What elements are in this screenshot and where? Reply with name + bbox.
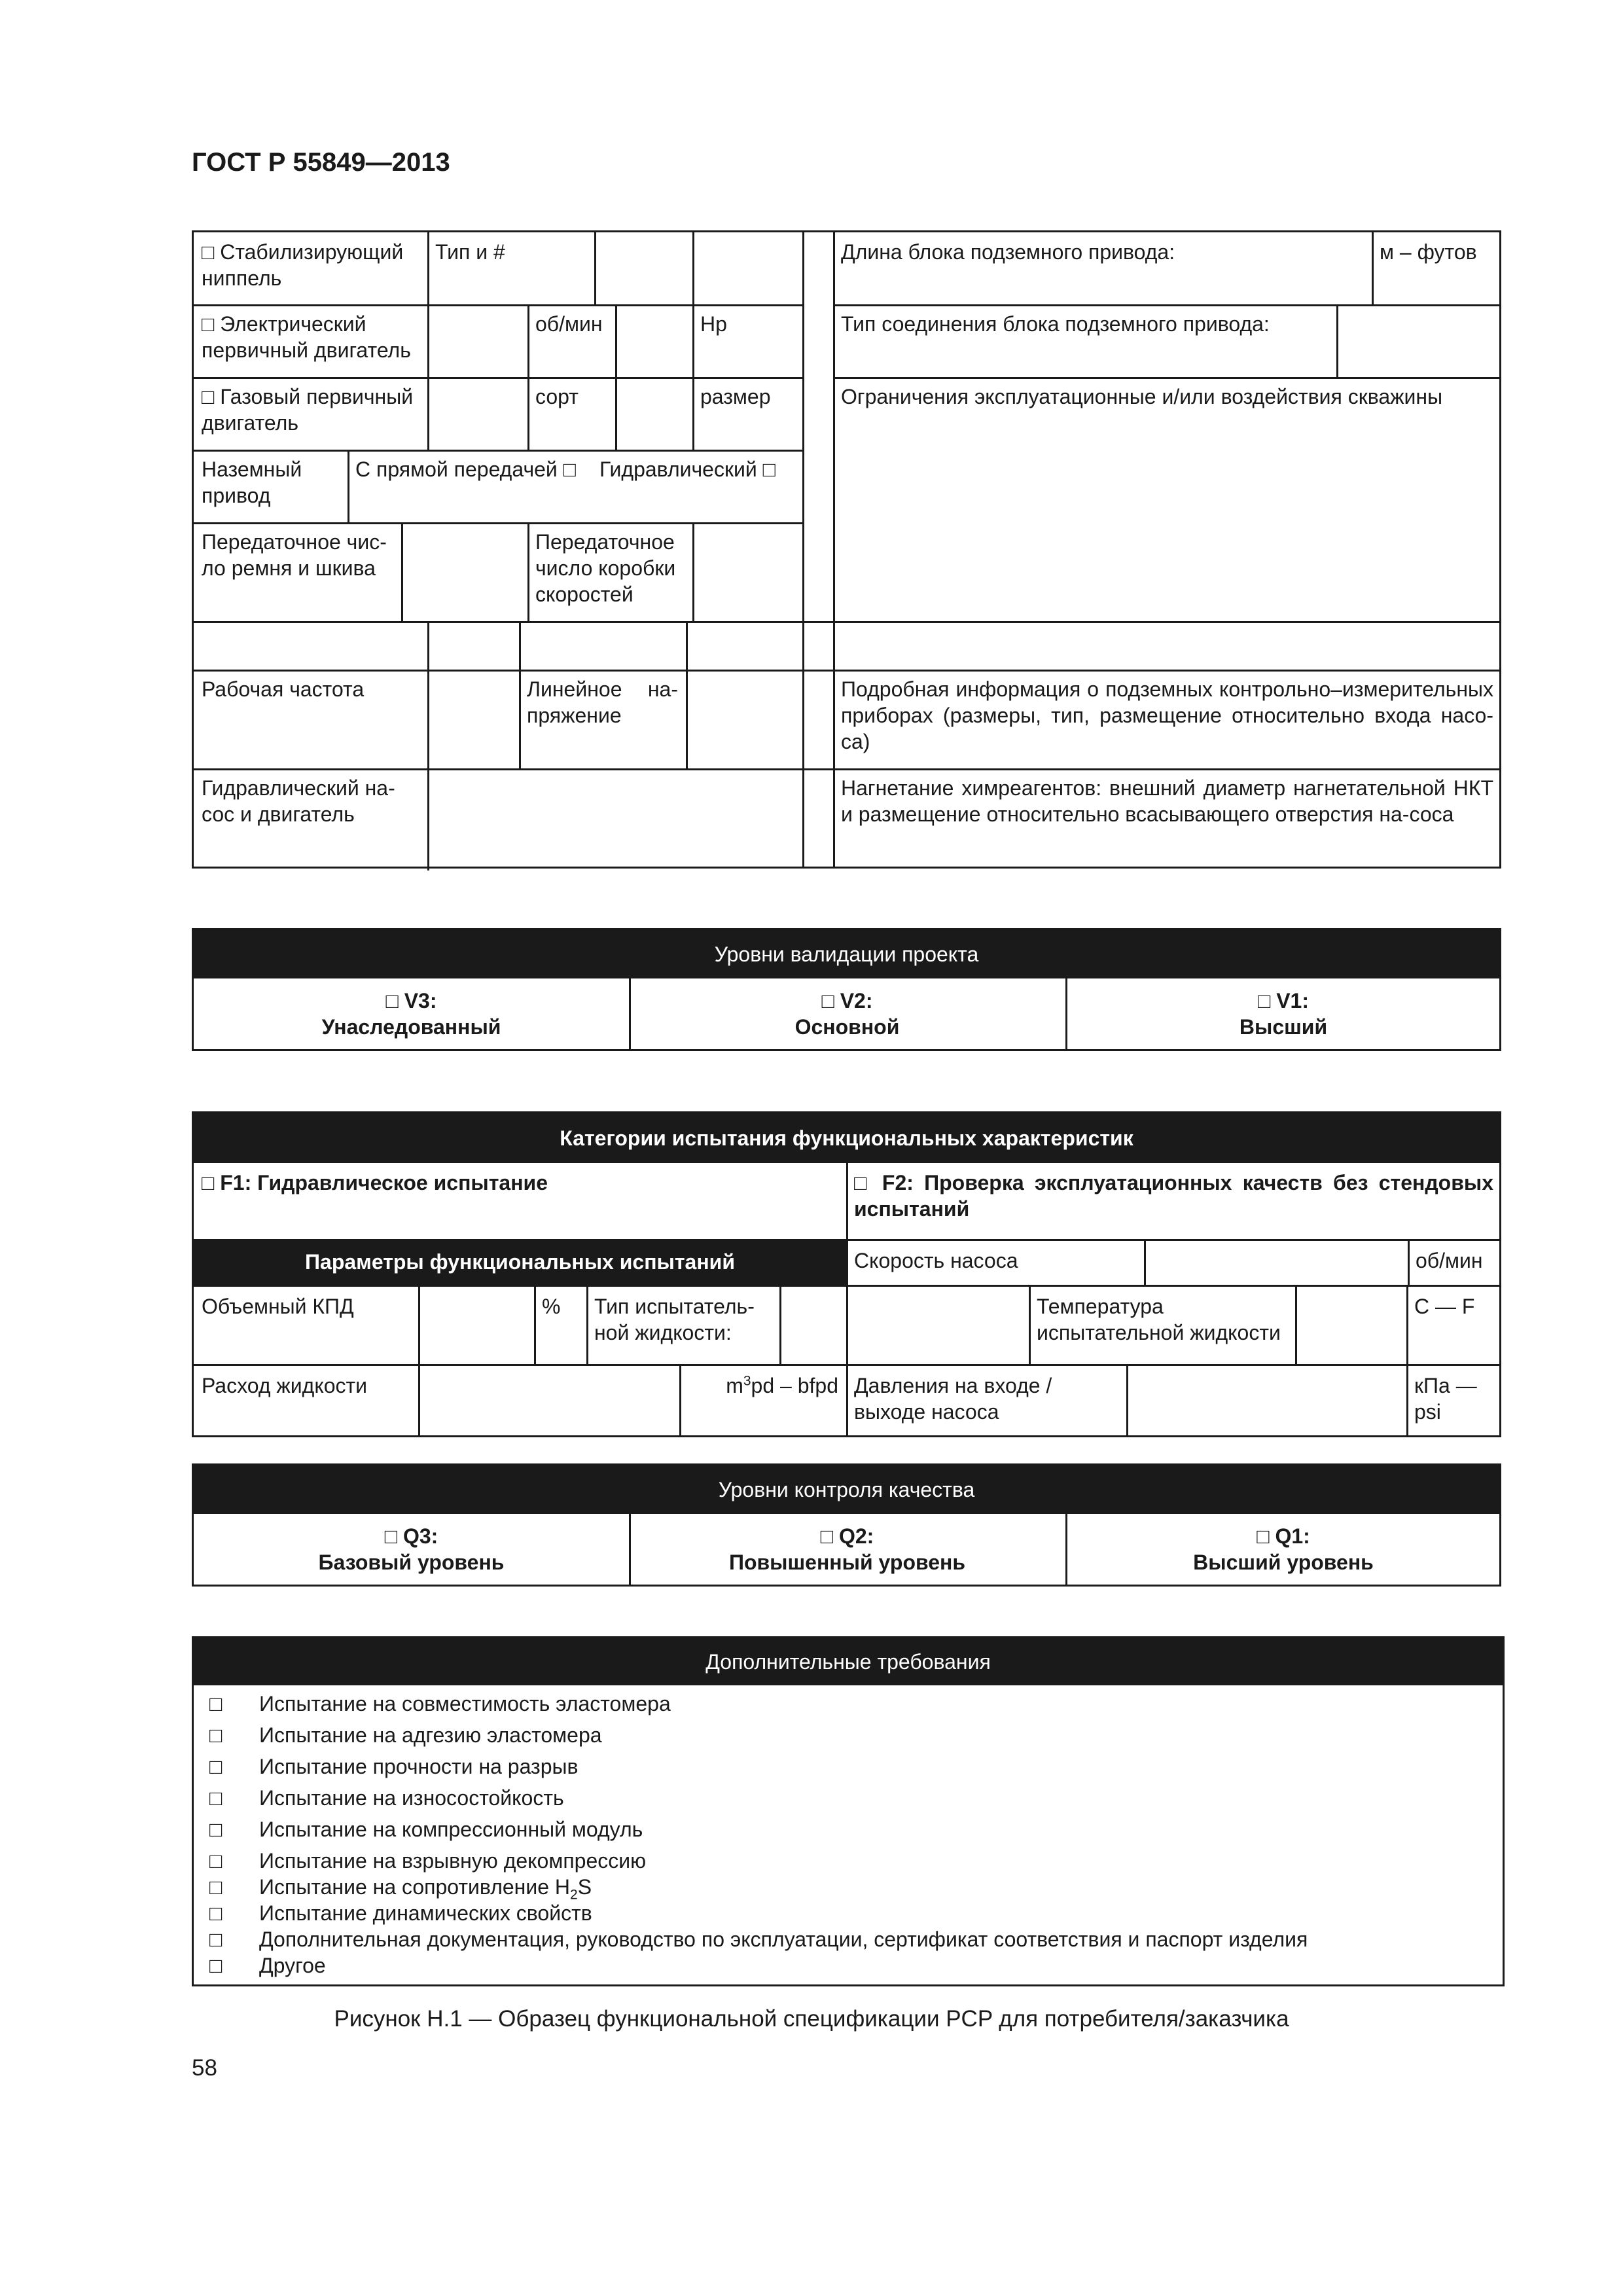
checkbox-icon[interactable]: □ [209, 1954, 223, 1977]
pump-pressure-label: Давления на входе / выходе насоса [854, 1374, 1052, 1424]
functional-title: Категории испытания функциональных характеристик [194, 1113, 1499, 1163]
electric-motor-label: □ Электрический первичный двигатель [202, 312, 411, 362]
requirement-item[interactable]: □ Испытание на адгезию эластомера [209, 1723, 602, 1747]
test-fluid-temp-label: Температура испытательной жидкости [1037, 1295, 1281, 1344]
pump-speed-label: Скорость насоса [854, 1249, 1018, 1272]
drive-table [192, 230, 1501, 869]
validation-title: Уровни валидации проекта [194, 930, 1499, 978]
additional-title: Дополнительные требования [194, 1638, 1503, 1685]
chemical-injection-label: Нагнетание химреагентов: внешний диаметр нагнетательной НКТ и размещение относительно всасывающего отверстия на-соса [841, 776, 1493, 826]
belt-ratio-label: Передаточное чис-ло ремня и шкива [202, 530, 387, 580]
direct-drive-option[interactable]: С прямой передачей □ [355, 457, 576, 481]
checkbox-icon[interactable]: □ [209, 1755, 223, 1778]
requirement-item[interactable]: □ Другое [209, 1954, 326, 1977]
rpm-label: об/мин [535, 312, 603, 336]
functional-params-title: Параметры функциональных испытаний [194, 1239, 846, 1285]
percent-unit: % [542, 1295, 561, 1318]
quality-title: Уровни контроля качества [194, 1465, 1499, 1514]
checkbox-icon[interactable]: □ [209, 1901, 223, 1925]
quality-level-q1[interactable]: □ Q1: Высший уровень [1193, 1524, 1374, 1574]
quality-level-q2[interactable]: □ Q2: Повышенный уровень [728, 1524, 966, 1574]
checkbox-icon[interactable]: □ [209, 1875, 223, 1899]
validation-levels-table [192, 928, 1501, 1051]
line-voltage-label: Линейное на-пряжение [527, 677, 678, 727]
stab-nipple-label: □ Стабилизирующий ниппель [202, 240, 404, 290]
requirement-item[interactable]: □ Испытание на износостойкость [209, 1786, 564, 1810]
requirement-item[interactable]: □ Испытание на компрессионный модуль [209, 1818, 643, 1841]
quality-levels-table [192, 1463, 1501, 1587]
quality-level-q3[interactable]: □ Q3: Базовый уровень [318, 1524, 505, 1574]
requirement-item[interactable]: □ Дополнительная документация, руководство по эксплуатации, сертификат соответствия и паспорт изделия [209, 1928, 1308, 1951]
flow-rate-label: Расход жидкости [202, 1374, 368, 1397]
additional-requirements-table [192, 1636, 1505, 1986]
size-label: размер [700, 385, 771, 408]
pressure-unit: кПа — psi [1414, 1374, 1477, 1424]
volumetric-efficiency-label: Объемный КПД [202, 1295, 354, 1318]
requirement-item[interactable]: □ Испытание прочности на разрыв [209, 1755, 579, 1778]
hydraulic-pump-label: Гидравлический на-сос и двигатель [202, 776, 395, 826]
validation-level-v2[interactable]: □ V2: Основной [794, 989, 900, 1039]
checkbox-icon[interactable]: □ [209, 1849, 223, 1873]
block-length-label: Длина блока подземного привода: [841, 240, 1175, 264]
requirement-item-h2s[interactable]: □ Испытание на сопротивление $H_2S$ [209, 1875, 592, 1903]
f1-hydraulic-test-option[interactable]: □ F1: Гидравлическое испытание [202, 1171, 548, 1194]
surface-drive-label: Наземный привод [202, 457, 302, 507]
checkbox-icon[interactable]: □ [209, 1692, 223, 1715]
checkbox-icon[interactable]: □ [209, 1818, 223, 1841]
well-limits-label: Ограничения эксплуатационные и/или воздействия скважины [841, 385, 1443, 408]
block-length-unit: м – футов [1380, 240, 1477, 264]
grade-label: сорт [535, 385, 579, 408]
pump-speed-unit: об/мин [1416, 1249, 1483, 1272]
validation-level-v1[interactable]: □ V1: Высший [1239, 989, 1328, 1039]
hp-label: Hp [700, 312, 727, 336]
requirement-item[interactable]: □ Испытание динамических свойств [209, 1901, 592, 1925]
figure-caption: Рисунок Н.1 — Образец функциональной спецификации PCP для потребителя/заказчика [334, 2006, 1289, 2032]
requirement-item[interactable]: □ Испытание на взрывную декомпрессию [209, 1849, 647, 1873]
page-number: 58 [192, 2055, 217, 2081]
checkbox-icon[interactable]: □ [209, 1723, 223, 1747]
validation-level-v3[interactable]: □ V3: Унаследованный [321, 989, 501, 1039]
gearbox-ratio-label: Передаточное число коробки скоростей [535, 530, 676, 606]
requirement-item[interactable]: □ Испытание на совместимость эластомера [209, 1692, 671, 1715]
temperature-unit: C — F [1414, 1295, 1475, 1318]
functional-test-table [192, 1111, 1501, 1437]
f2-performance-check-option[interactable]: □ F2: Проверка эксплуатационных качеств без стендовых испытаний [854, 1171, 1493, 1221]
flow-rate-unit: $m^3pd$ – bfpd [726, 1373, 838, 1397]
hydraulic-drive-option[interactable]: Гидравлический □ [599, 457, 776, 481]
block-connection-label: Тип соединения блока подземного привода: [841, 312, 1270, 336]
document-code: ГОСТ Р 55849—2013 [192, 148, 450, 177]
work-frequency-label: Рабочая частота [202, 677, 365, 701]
checkbox-icon[interactable]: □ [209, 1928, 223, 1951]
gas-motor-label: □ Газовый первичный двигатель [202, 385, 414, 435]
test-fluid-type-label: Тип испытатель-ной жидкости: [594, 1295, 755, 1344]
type-number-label: Тип и # [435, 240, 505, 264]
gauges-info-label: Подробная информация о подземных контрольно–измерительных приборах (размеры, тип, размещение относительно входа насо-са) [841, 677, 1493, 753]
checkbox-icon[interactable]: □ [209, 1786, 223, 1810]
